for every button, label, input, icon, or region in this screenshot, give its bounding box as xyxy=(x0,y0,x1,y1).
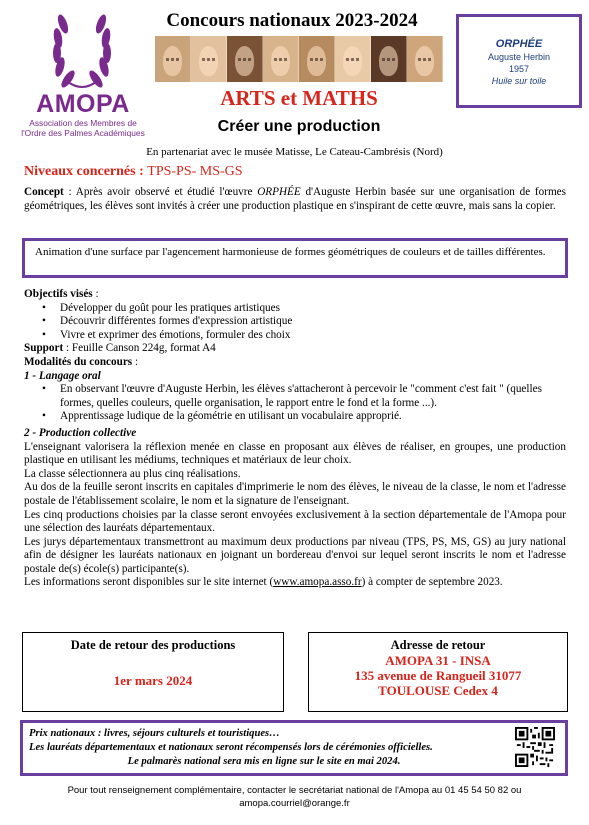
concept-paragraph xyxy=(24,185,566,213)
return-address-box xyxy=(308,632,568,712)
prizes-line-3: Le palmarès national sera mis en ligne sur le site en mai 2024. xyxy=(127,756,401,767)
prizes-line-2: Les lauréats départementaux et nationaux seront récompensés lors de cérémonies officielles. xyxy=(29,742,433,753)
children-photo-strip xyxy=(155,36,443,82)
website-text-after: ) à compter de septembre 2023. xyxy=(361,576,503,589)
child-photo xyxy=(155,36,191,82)
paragraph: Les cinq productions choisies par la classe seront envoyées exclusivement à la section départementale de l'Amopa pour une sélection des lauréats départementaux. xyxy=(24,508,566,535)
levels-line xyxy=(24,164,243,180)
paragraph: L'enseignant valorisera la réflexion menée en classe en proposant aux élèves de réaliser, en groupes, une production plastique en utilisant les médiums, techniques et matériaux de leur choix. xyxy=(24,440,566,467)
subtitle: Créer une production xyxy=(217,118,381,135)
levels-label: Niveaux concernés : xyxy=(24,164,144,179)
website-text-before: Les informations seront disponibles sur le site internet ( xyxy=(24,576,274,589)
concept-text-after: d'Auguste Herbin basée sur une organisation de formes géométriques, les élèves sont invités à créer une production plastique en s'inspirant de cette œuvre, mais sans la copier. xyxy=(24,186,566,212)
modalities-heading: Modalités du concours xyxy=(24,355,133,368)
partnership-line: En partenariat avec le musée Matisse, Le Cateau-Cambrésis (Nord) xyxy=(146,146,443,158)
laurel-wreath-icon xyxy=(46,12,118,92)
child-photo xyxy=(263,36,299,82)
footer xyxy=(0,784,589,810)
concept-work-title: ORPHÉE xyxy=(257,186,301,198)
artwork-artist: Auguste Herbin xyxy=(487,52,551,62)
logo-tagline xyxy=(8,118,158,138)
artwork-year: 1957 xyxy=(508,64,530,74)
child-photo xyxy=(227,36,263,82)
footer-line-1: Pour tout renseignement complémentaire, contacter le secrétariat national de l'Amopa au 01 45 54 50 82 ou xyxy=(67,785,522,796)
amopa-logo xyxy=(8,12,158,137)
qr-code-icon[interactable] xyxy=(515,727,555,767)
address-line-3: TOULOUSE Cedex 4 xyxy=(378,683,498,698)
oral-language-list xyxy=(24,383,566,424)
logo-tagline-line1: Association des Membres de xyxy=(29,118,137,128)
logo-tagline-line2: l'Ordre des Palmes Académiques xyxy=(21,128,145,138)
address-line-2: 135 avenue de Rangueil 31077 xyxy=(354,668,522,683)
concept-label: Concept xyxy=(24,186,64,198)
return-date-box xyxy=(22,632,284,712)
artwork-medium: Huile sur toile xyxy=(491,76,547,86)
address-line-1: AMOPA 31 - INSA xyxy=(385,653,491,668)
concept-text-before: : Après avoir observé et étudié l'œuvre xyxy=(63,186,258,198)
rules-body xyxy=(24,288,566,590)
list-item: • En observant l'œuvre d'Auguste Herbin, les élèves s'attacheront à percevoir le "comment c'est fait " (quelles formes, quelles couleurs, quelle organisation, le rapport entre le fond et la forme ...). xyxy=(50,383,566,410)
objectives-heading-suffix: : xyxy=(92,288,99,300)
collective-production-heading: 2 - Production collective xyxy=(24,426,137,439)
website-link[interactable]: www.amopa.asso.fr xyxy=(273,576,362,589)
prizes-line-1: Prix nationaux : livres, séjours culturels et touristiques… xyxy=(29,728,280,739)
oral-language-heading: 1 - Langage oral xyxy=(24,369,101,382)
paragraph: Au dos de la feuille seront inscrits en capitales d'imprimerie le nom des élèves, le niveau de la classe, le nom et l'adresse postale de l'établissement scolaire, le nom et la signature de l'enseignant. xyxy=(24,481,566,507)
list-item: • Développer du goût pour les pratiques artistiques xyxy=(50,302,566,316)
child-photo xyxy=(191,36,227,82)
child-photo xyxy=(371,36,407,82)
objectives-list xyxy=(24,302,566,343)
logo-name: AMOPA xyxy=(36,90,130,118)
return-date-value: 1er mars 2024 xyxy=(113,673,193,688)
list-item: • Découvrir différentes formes d'expression artistique xyxy=(50,315,566,329)
footer-email[interactable]: amopa.courriel@orange.fr xyxy=(239,798,350,809)
artwork-info-box xyxy=(456,14,582,108)
page-title: Concours nationaux 2023-2024 xyxy=(166,10,418,31)
prizes-box xyxy=(20,720,568,776)
list-item: • Apprentissage ludique de la géométrie en utilisant un vocabulaire approprié. xyxy=(50,410,566,424)
subject-title: ARTS et MATHS xyxy=(220,86,378,110)
paragraph: Les jurys départementaux transmettront au maximum deux productions par niveau (TPS, PS, MS, GS) au jury national afin de désigner les lauréats nationaux en joignant un bordereau d'envoi sur lequel seront inscrits le nom et l'adresse postale de(s) école(s) participante(s). xyxy=(24,535,566,575)
child-photo xyxy=(335,36,371,82)
child-photo xyxy=(299,36,335,82)
framed-theme-box xyxy=(22,238,568,278)
levels-value: TPS-PS- MS-GS xyxy=(147,164,243,179)
list-item: • Vivre et exprimer des émotions, formuler des choix xyxy=(50,329,566,343)
return-address-heading: Adresse de retour xyxy=(390,638,486,652)
artwork-title: ORPHÉE xyxy=(495,38,543,50)
support-label: Support xyxy=(24,342,64,355)
framed-theme-text: Animation d'une surface par l'agencement harmonieuse de formes géométriques de couleurs et de tailles différentes. xyxy=(35,246,546,258)
return-date-heading: Date de retour des productions xyxy=(70,638,236,652)
header xyxy=(0,0,589,160)
support-text: : Feuille Canson 224g, format A4 xyxy=(63,342,216,355)
paragraph: La classe sélectionnera au plus cinq réalisations. xyxy=(24,467,241,480)
objectives-heading: Objectifs visés xyxy=(24,288,93,300)
website-paragraph xyxy=(24,576,566,590)
child-photo xyxy=(407,36,443,82)
modalities-heading-suffix: : xyxy=(132,355,139,368)
